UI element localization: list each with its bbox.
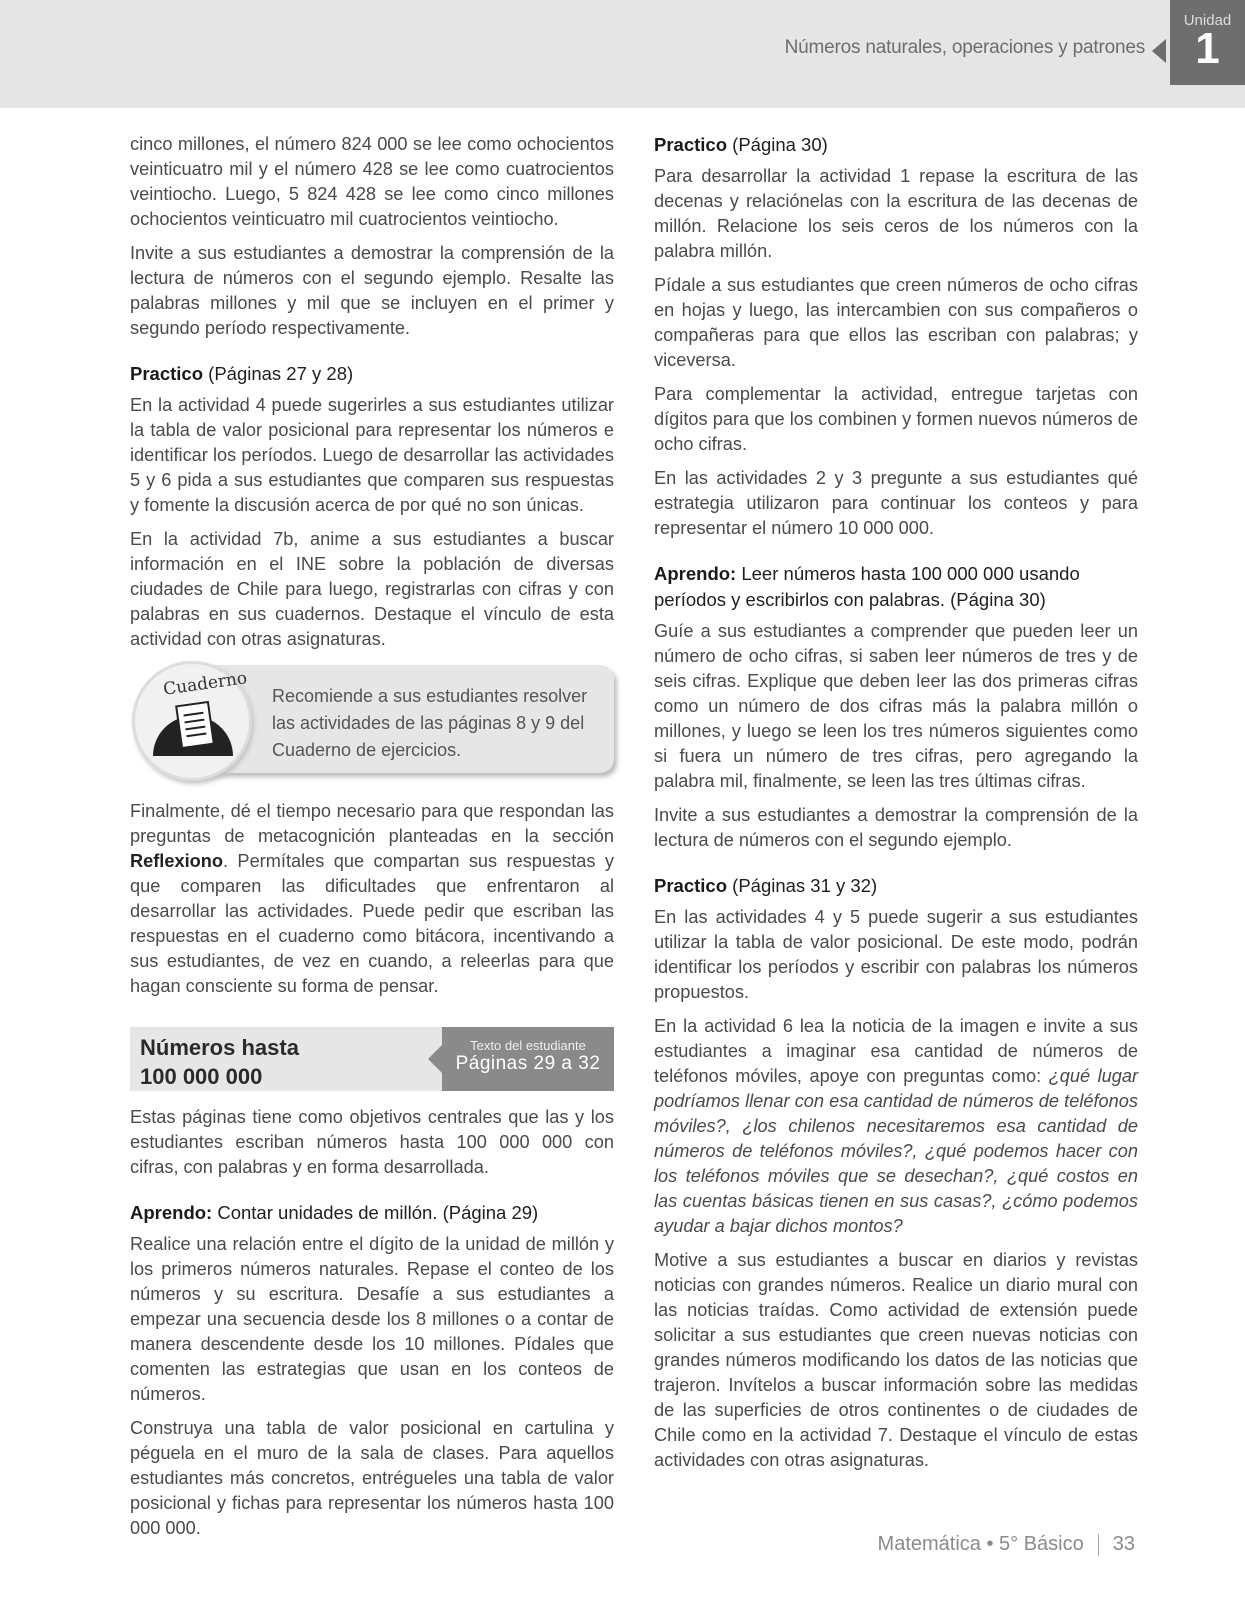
paragraph: Realice una relación entre el dígito de la unidad de millón y los primeros números naturales. Repase el conteo de los números y su escritura. Desafíe a sus estudiantes a empezar una secuencia desde los 8 millones o a contar de manera descendente desde los 10 millones. Pídales que comenten las estrategias que usan en los conteos de números. bbox=[130, 1234, 614, 1404]
text-italic: ¿qué lugar podríamos llenar con esa cantidad de números de teléfonos móviles?, ¿los chilenos necesitaremos esa cantidad de números de teléfonos móviles?, ¿qué podemos hacer con los teléfonos móviles que se desechan?, ¿qué costos en las cuentas básicas tienen en sus casas?, ¿cómo podemos ayudar a bajar dichos montos? bbox=[654, 1066, 1139, 1236]
header-arrow-icon bbox=[1152, 39, 1166, 63]
footer-subject: Matemática • 5° Básico bbox=[877, 1533, 1084, 1555]
page-header bbox=[0, 0, 1245, 108]
tag-arrow-icon bbox=[428, 1045, 442, 1073]
heading-bold: Aprendo: bbox=[130, 1202, 213, 1223]
paragraph: Construya una tabla de valor posicional en cartulina y péguela en el muro de la sala de clases. Para aquellos estudiantes más concretos, entrégueles una tabla de valor posicional y fichas para representar los números hasta 100 000 000. bbox=[130, 1418, 614, 1538]
paragraph: cinco millones, el número 824 000 se lee como ochocientos veinticuatro mil y el número 428 se lee como cuatrocientos veintiocho. Luego, 5 824 428 se lee como cinco millones ochocientos veinticuatro mil cuatrocientos veintiocho. bbox=[130, 134, 614, 229]
topic-title-line1: Números hasta bbox=[140, 1035, 299, 1060]
paragraph: En la actividad 7b, anime a sus estudiantes a buscar información en el INE sobre la población de diversas ciudades de Chile para luego, registrarlas con cifras y con palabras en sus cuadernos. Destaque el vínculo de esta actividad con otras asignaturas. bbox=[130, 529, 614, 649]
topic-title bbox=[140, 1033, 299, 1091]
heading-bold: Practico bbox=[654, 875, 728, 896]
text-run: Finalmente, dé el tiempo necesario para que respondan las preguntas de metacognición planteadas en la sección bbox=[130, 801, 614, 846]
paragraph: En la actividad 4 puede sugerirles a sus estudiantes utilizar la tabla de valor posicional para representar los números e identificar los períodos. Luego de desarrollar las actividades 5 y 6 pida a sus estudiantes que comparen sus respuestas y fomente la discusión acerca de por qué no son únicas. bbox=[130, 395, 614, 515]
text-run: En la actividad 6 lea la noticia de la imagen e invite a sus estudiantes a imaginar esa cantidad de números de teléfonos móviles, apoye con preguntas como: bbox=[654, 1016, 1138, 1086]
paragraph: En las actividades 2 y 3 pregunte a sus estudiantes qué estrategia utilizaron para continuar los conteos y para representar el número 10 000 000. bbox=[654, 468, 1138, 538]
callout-box bbox=[190, 665, 614, 773]
paragraph: En las actividades 4 y 5 puede sugerir a sus estudiantes utilizar la tabla de valor posicional. De este modo, podrán identificar los períodos y escribir con palabras los números propuestos. bbox=[654, 907, 1138, 1002]
section-heading bbox=[654, 561, 1138, 613]
paragraph: Estas páginas tiene como objetivos centrales que las y los estudiantes escriban números hasta 100 000 000 con cifras, con palabras y en forma desarrollada. bbox=[130, 1107, 614, 1177]
heading-rest: Leer números hasta 100 000 000 usando períodos y escribirlos con palabras. (Página 30) bbox=[654, 563, 1080, 610]
unit-number: 1 bbox=[1195, 24, 1220, 73]
topic-tag bbox=[442, 1027, 614, 1091]
cuaderno-badge bbox=[132, 661, 252, 781]
chapter-title: Números naturales, operaciones y patrones bbox=[784, 37, 1145, 58]
heading-bold: Practico bbox=[654, 134, 728, 155]
tag-label-small: Texto del estudiante bbox=[470, 1038, 586, 1053]
section-heading bbox=[130, 361, 614, 387]
callout-text: Recomiende a sus estudiantes resolver las actividades de las páginas 8 y 9 del Cuaderno de ejercicios. bbox=[272, 686, 588, 760]
section-heading bbox=[654, 873, 1138, 899]
heading-rest: (Páginas 27 y 28) bbox=[203, 363, 354, 384]
paragraph: Para desarrollar la actividad 1 repase la escritura de las decenas y relaciónelas con la escritura de las decenas de millón. Relacione los seis ceros de los números con la palabra millón. bbox=[654, 166, 1138, 261]
cuaderno-callout bbox=[130, 661, 614, 789]
heading-bold: Practico bbox=[130, 363, 204, 384]
topic-title-line2: 100 000 000 bbox=[140, 1064, 263, 1089]
paragraph: Para complementar la actividad, entregue tarjetas con dígitos para que los combinen y formen nuevos números de ocho cifras. bbox=[654, 384, 1138, 454]
paragraph: Invite a sus estudiantes a demostrar la comprensión de la lectura de números con el segundo ejemplo. Resalte las palabras millones y mil que se incluyen en el primer y segundo período respectivamente. bbox=[130, 243, 614, 338]
footer-divider bbox=[1098, 1534, 1099, 1556]
paragraph: Invite a sus estudiantes a demostrar la comprensión de la lectura de números con el segundo ejemplo. bbox=[654, 805, 1138, 850]
paragraph: Pídale a sus estudiantes que creen números de ocho cifras en hojas y luego, las intercambien con sus compañeros o compañeras para que ellos las escriban con palabras; y viceversa. bbox=[654, 275, 1138, 370]
page-footer bbox=[878, 1533, 1135, 1556]
paragraph bbox=[654, 1014, 1138, 1239]
topic-banner bbox=[130, 1027, 614, 1091]
heading-rest: (Páginas 31 y 32) bbox=[727, 875, 878, 896]
tag-label-big: Páginas 29 a 32 bbox=[455, 1053, 601, 1074]
unit-label: Unidad bbox=[1183, 12, 1232, 29]
paragraph: Guíe a sus estudiantes a comprender que pueden leer un número de ocho cifras, si saben leer números de tres y de seis cifras. Explique que deben leer las dos primeras cifras como un número de dos cifras más la palabra millón o millones, y luego se leen los tres números siguientes como si fuera un número de tres cifras, pero agregando la palabra mil, finalmente, se leen las tres últimas cifras. bbox=[654, 621, 1138, 791]
heading-rest: Contar unidades de millón. (Página 29) bbox=[212, 1202, 539, 1223]
heading-bold: Aprendo: bbox=[654, 563, 737, 584]
page-number: 33 bbox=[1112, 1533, 1135, 1555]
paragraph: Motive a sus estudiantes a buscar en diarios y revistas noticias con grandes números. Realice un diario mural con las noticias traídas. Como actividad de extensión puede solicitar a sus estudiantes que creen nuevas noticias con grandes números modificando los datos de las noticias que trajeron. Invítelos a buscar información sobre las medidas de las superficies de otros continentes o de ciudades de Chile como en la actividad 7. Destaque el vínculo de estas actividades con otras asignaturas. bbox=[654, 1250, 1138, 1470]
cuaderno-label: Cuaderno bbox=[162, 668, 249, 700]
paragraph bbox=[130, 799, 614, 999]
left-column bbox=[130, 132, 614, 1550]
notebook-icon bbox=[135, 664, 249, 778]
section-heading bbox=[654, 132, 1138, 158]
text-bold: Reflexiono bbox=[130, 851, 223, 871]
right-column bbox=[654, 132, 1138, 1482]
heading-rest: (Página 30) bbox=[727, 134, 828, 155]
section-heading bbox=[130, 1200, 614, 1226]
unit-tab bbox=[1170, 0, 1245, 85]
text-run: . Permítales que compartan sus respuestas y que comparen las dificultades que enfrentaron al desarrollar las actividades. Puede pedir que escriban las respuestas en el cuaderno como bitácora, incentivando a sus estudiantes, de vez en cuando, a releerlas para que hagan consciente su forma de pensar. bbox=[130, 851, 614, 996]
